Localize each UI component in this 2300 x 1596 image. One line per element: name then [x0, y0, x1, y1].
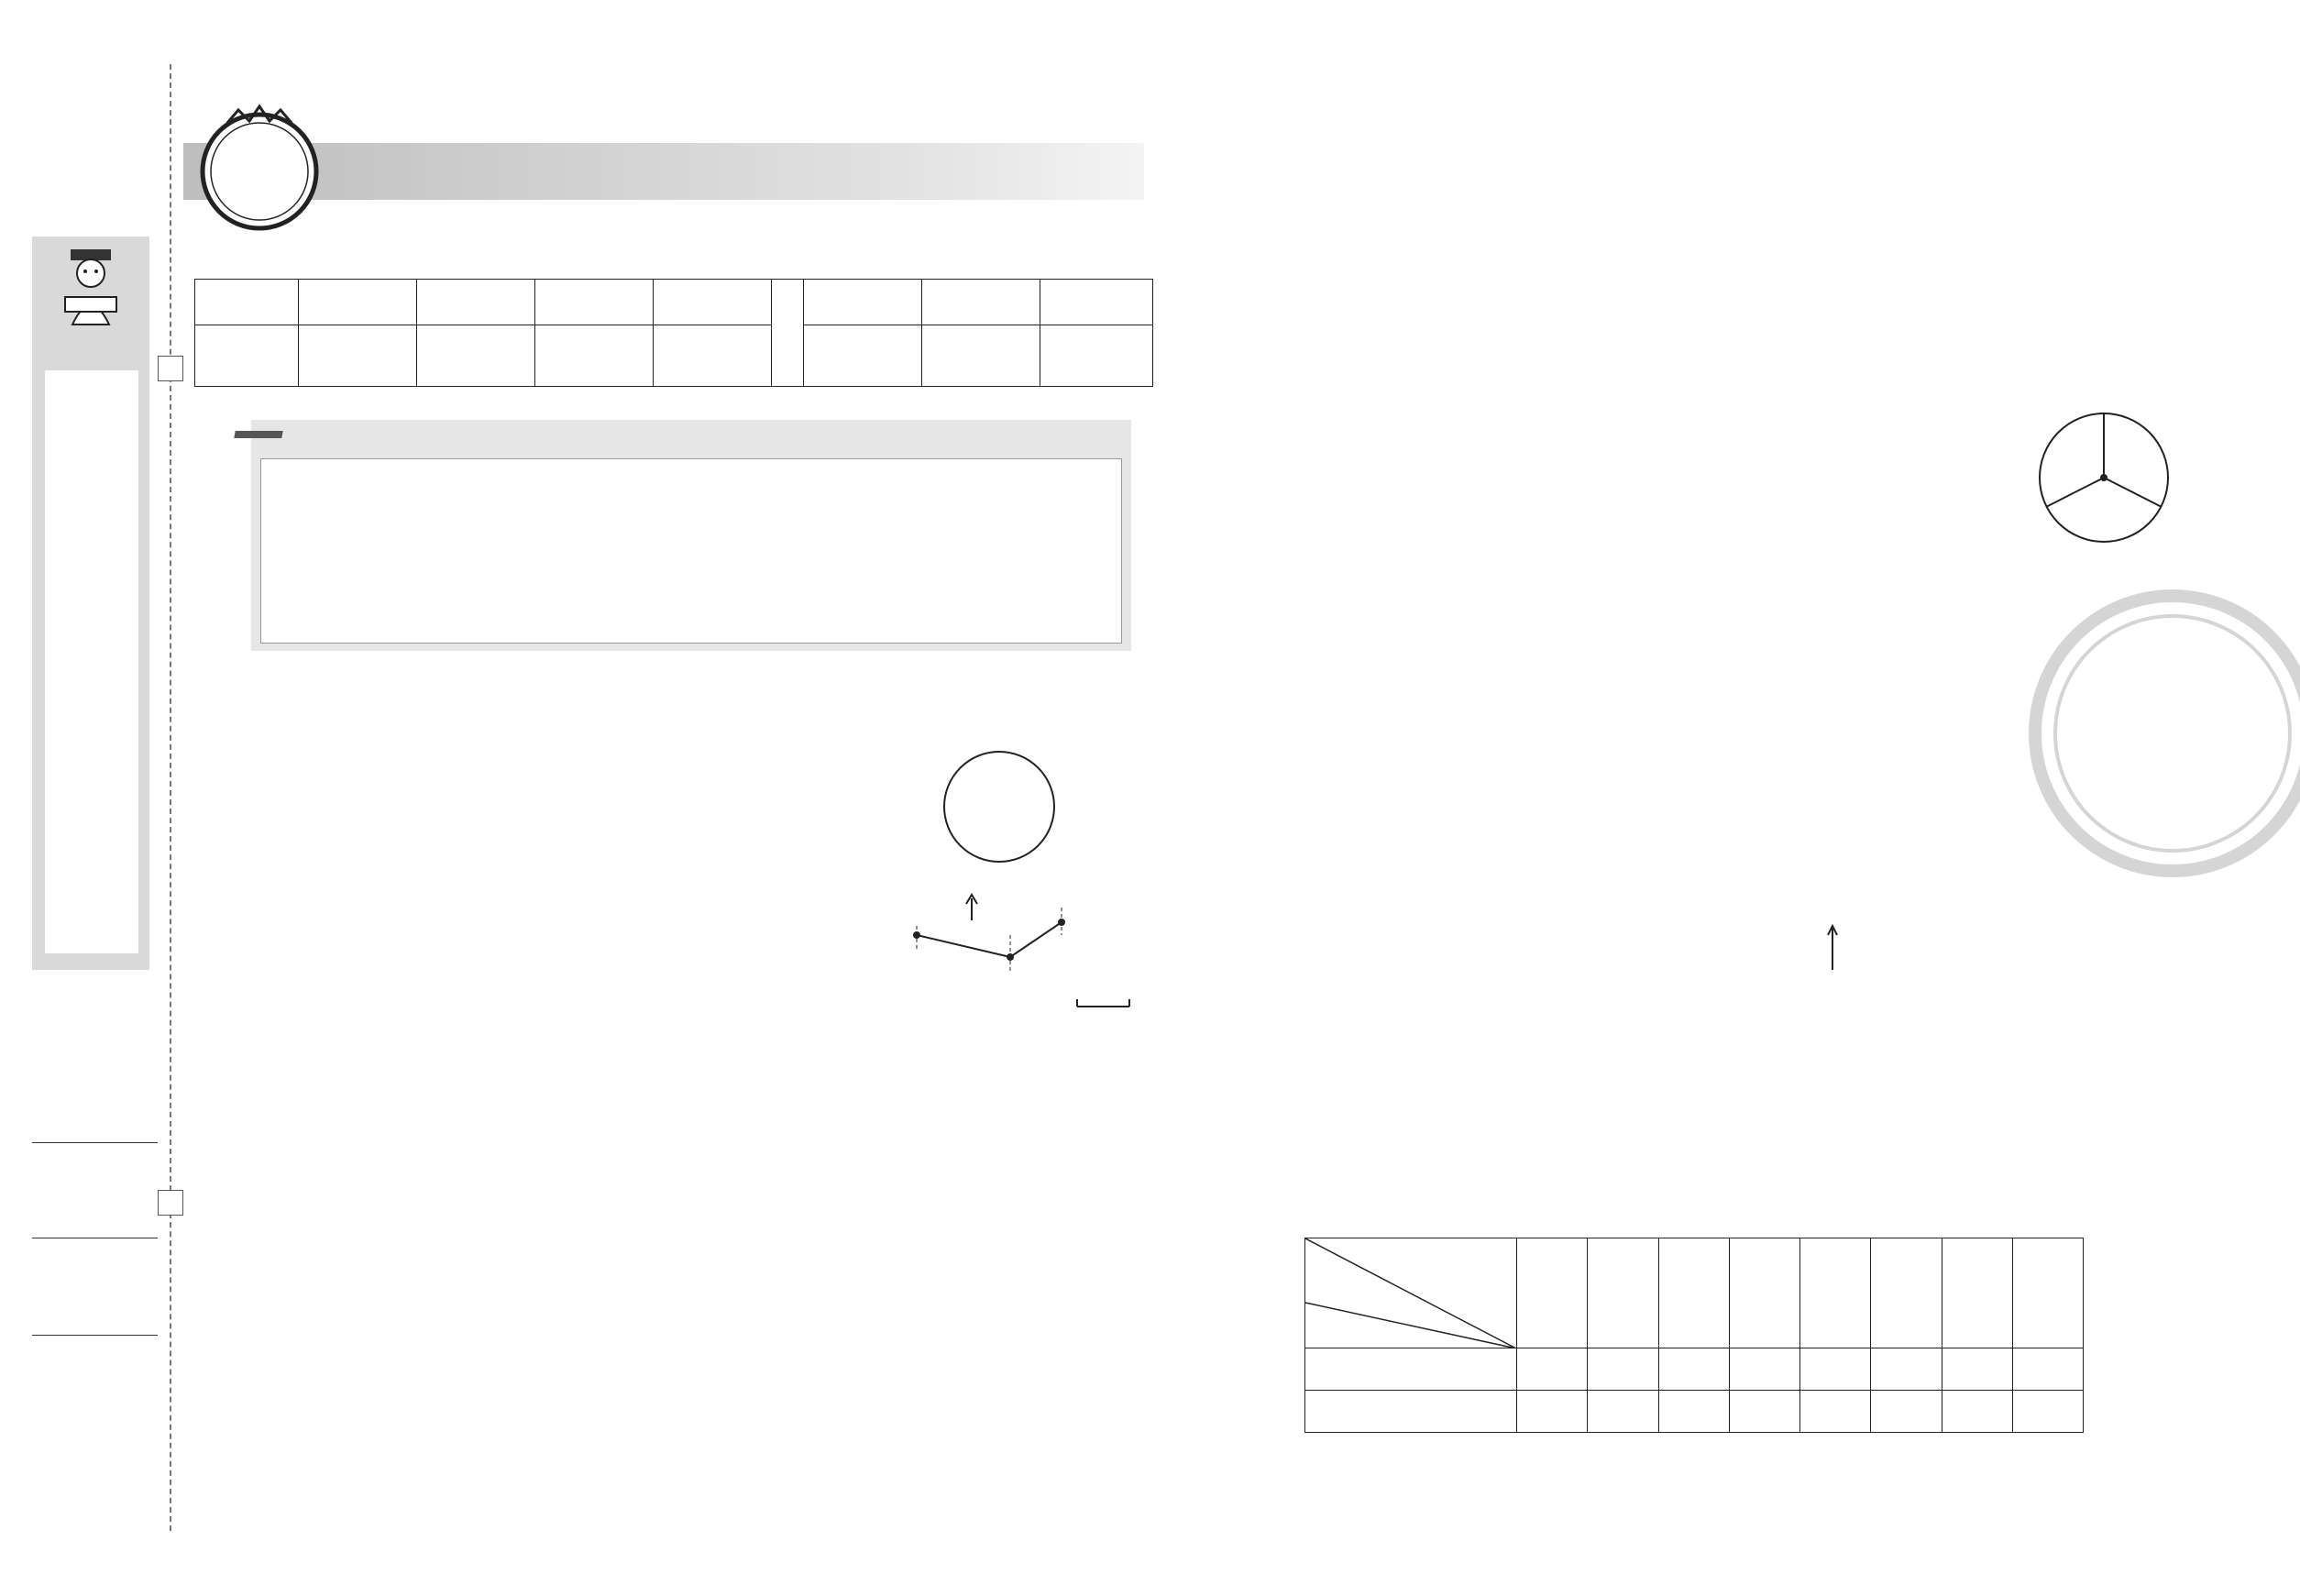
editor-note-title	[234, 431, 282, 438]
time-cell	[1658, 1238, 1729, 1348]
time-cell	[1517, 1238, 1588, 1348]
height-cell	[1942, 1391, 2012, 1433]
score-col-special-2	[922, 280, 1040, 325]
motto-box	[45, 370, 138, 953]
score-cell[interactable]	[1040, 325, 1153, 387]
score-col-special-1	[804, 280, 922, 325]
time-cell	[1871, 1238, 1942, 1348]
school-field[interactable]	[32, 1335, 158, 1336]
map-home-school	[880, 862, 1146, 1027]
score-row-label	[195, 280, 299, 325]
score-col-4	[654, 280, 772, 325]
score-col-2	[417, 280, 535, 325]
height-cell	[1658, 1391, 1729, 1433]
height-cell	[1517, 1348, 1588, 1391]
seal-mark-1	[158, 356, 183, 381]
height-cell	[1729, 1348, 1799, 1391]
height-cell	[1588, 1348, 1658, 1391]
score-table	[194, 279, 1153, 387]
score-col-3	[535, 280, 654, 325]
watermark-seal	[2026, 587, 2300, 880]
pie-chart-books	[935, 743, 1063, 871]
flight-corner-cell	[1305, 1238, 1517, 1348]
height-cell	[2012, 1391, 2083, 1433]
flight-table	[1304, 1238, 2084, 1433]
height-cell	[1942, 1348, 2012, 1391]
special-label	[772, 280, 804, 387]
grid-north-arrow	[1826, 924, 1839, 970]
motto-panel	[32, 237, 149, 970]
time-cell	[1800, 1238, 1871, 1348]
editor-note-inner	[260, 458, 1122, 644]
seal-mark-2	[158, 1190, 183, 1216]
time-cell	[1729, 1238, 1799, 1348]
score-cell[interactable]	[535, 325, 654, 387]
tile-patterns	[266, 1276, 1091, 1386]
scholar-icon	[54, 244, 127, 326]
time-cell	[1942, 1238, 2012, 1348]
height-cell	[1729, 1391, 1799, 1433]
binding-line	[170, 64, 171, 1531]
plane-name	[1305, 1348, 1517, 1391]
score-cell[interactable]	[299, 325, 417, 387]
score-col-1	[299, 280, 417, 325]
coordinate-grid	[1513, 880, 1843, 1183]
line-charts-q6	[1265, 193, 2182, 403]
score-col-total	[1040, 280, 1153, 325]
pie-chart-activities	[2035, 409, 2173, 546]
height-cell	[1517, 1391, 1588, 1433]
score-cell[interactable]	[804, 325, 922, 387]
time-cell	[1588, 1238, 1658, 1348]
name-field[interactable]	[32, 1142, 158, 1143]
height-cell	[1871, 1391, 1942, 1433]
height-cell	[1658, 1348, 1729, 1391]
height-cell	[1800, 1391, 1871, 1433]
height-cell	[1588, 1391, 1658, 1433]
brand-logo	[191, 103, 328, 240]
height-cell	[1800, 1348, 1871, 1391]
score-row-label-2	[195, 325, 299, 387]
score-cell[interactable]	[654, 325, 772, 387]
height-cell	[1871, 1348, 1942, 1391]
pie-outline	[944, 752, 1054, 862]
time-cell	[2012, 1238, 2083, 1348]
score-cell[interactable]	[417, 325, 535, 387]
height-cell	[2012, 1348, 2083, 1391]
score-cell[interactable]	[922, 325, 1040, 387]
plane-name	[1305, 1391, 1517, 1433]
flight-corner-diagonals	[1305, 1238, 1516, 1348]
